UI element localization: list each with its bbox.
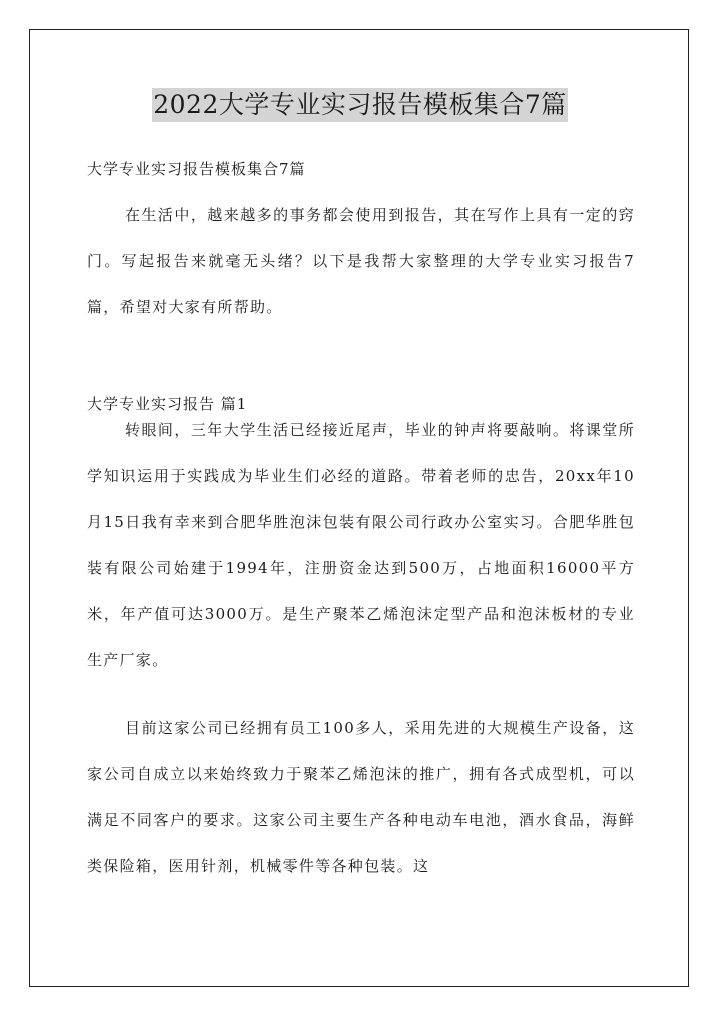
document-subtitle: 大学专业实习报告模板集合7篇 (87, 160, 306, 178)
title-container (0, 88, 720, 122)
intro-paragraph: 在生活中，越来越多的事务都会使用到报告，其在写作上具有一定的窍门。写起报告来就毫无头绪？以下是我帮大家整理的大学专业实习报告7篇，希望对大家有所帮助。 (87, 206, 635, 316)
document-title: 2022大学专业实习报告模板集合7篇 (152, 88, 568, 122)
section-heading: 大学专业实习报告 篇1 (87, 395, 248, 413)
body-paragraph-1: 转眼间，三年大学生活已经接近尾声，毕业的钟声将要敲响。将课堂所学知识运用于实践成为毕业生们必经的道路。带着老师的忠告，20xx年10月15日我有幸来到合肥华胜泡沫包装有限公司行政办公室实习。合肥华胜包装有限公司始建于1994年，注册资金达到500万，占地面积16000平方米，年产值可达3000万。是生产聚苯乙烯泡沫定型产品和泡沫板材的专业生产厂家。 (87, 421, 635, 669)
body-paragraph-2: 目前这家公司已经拥有员工100多人，采用先进的大规模生产设备，这家公司自成立以来始终致力于聚苯乙烯泡沫的推广，拥有各式成型机，可以满足不同客户的要求。这家公司主要生产各种电动车电池，酒水食品，海鲜类保险箱，医用针剂，机械零件等各种包装。这 (87, 719, 635, 875)
